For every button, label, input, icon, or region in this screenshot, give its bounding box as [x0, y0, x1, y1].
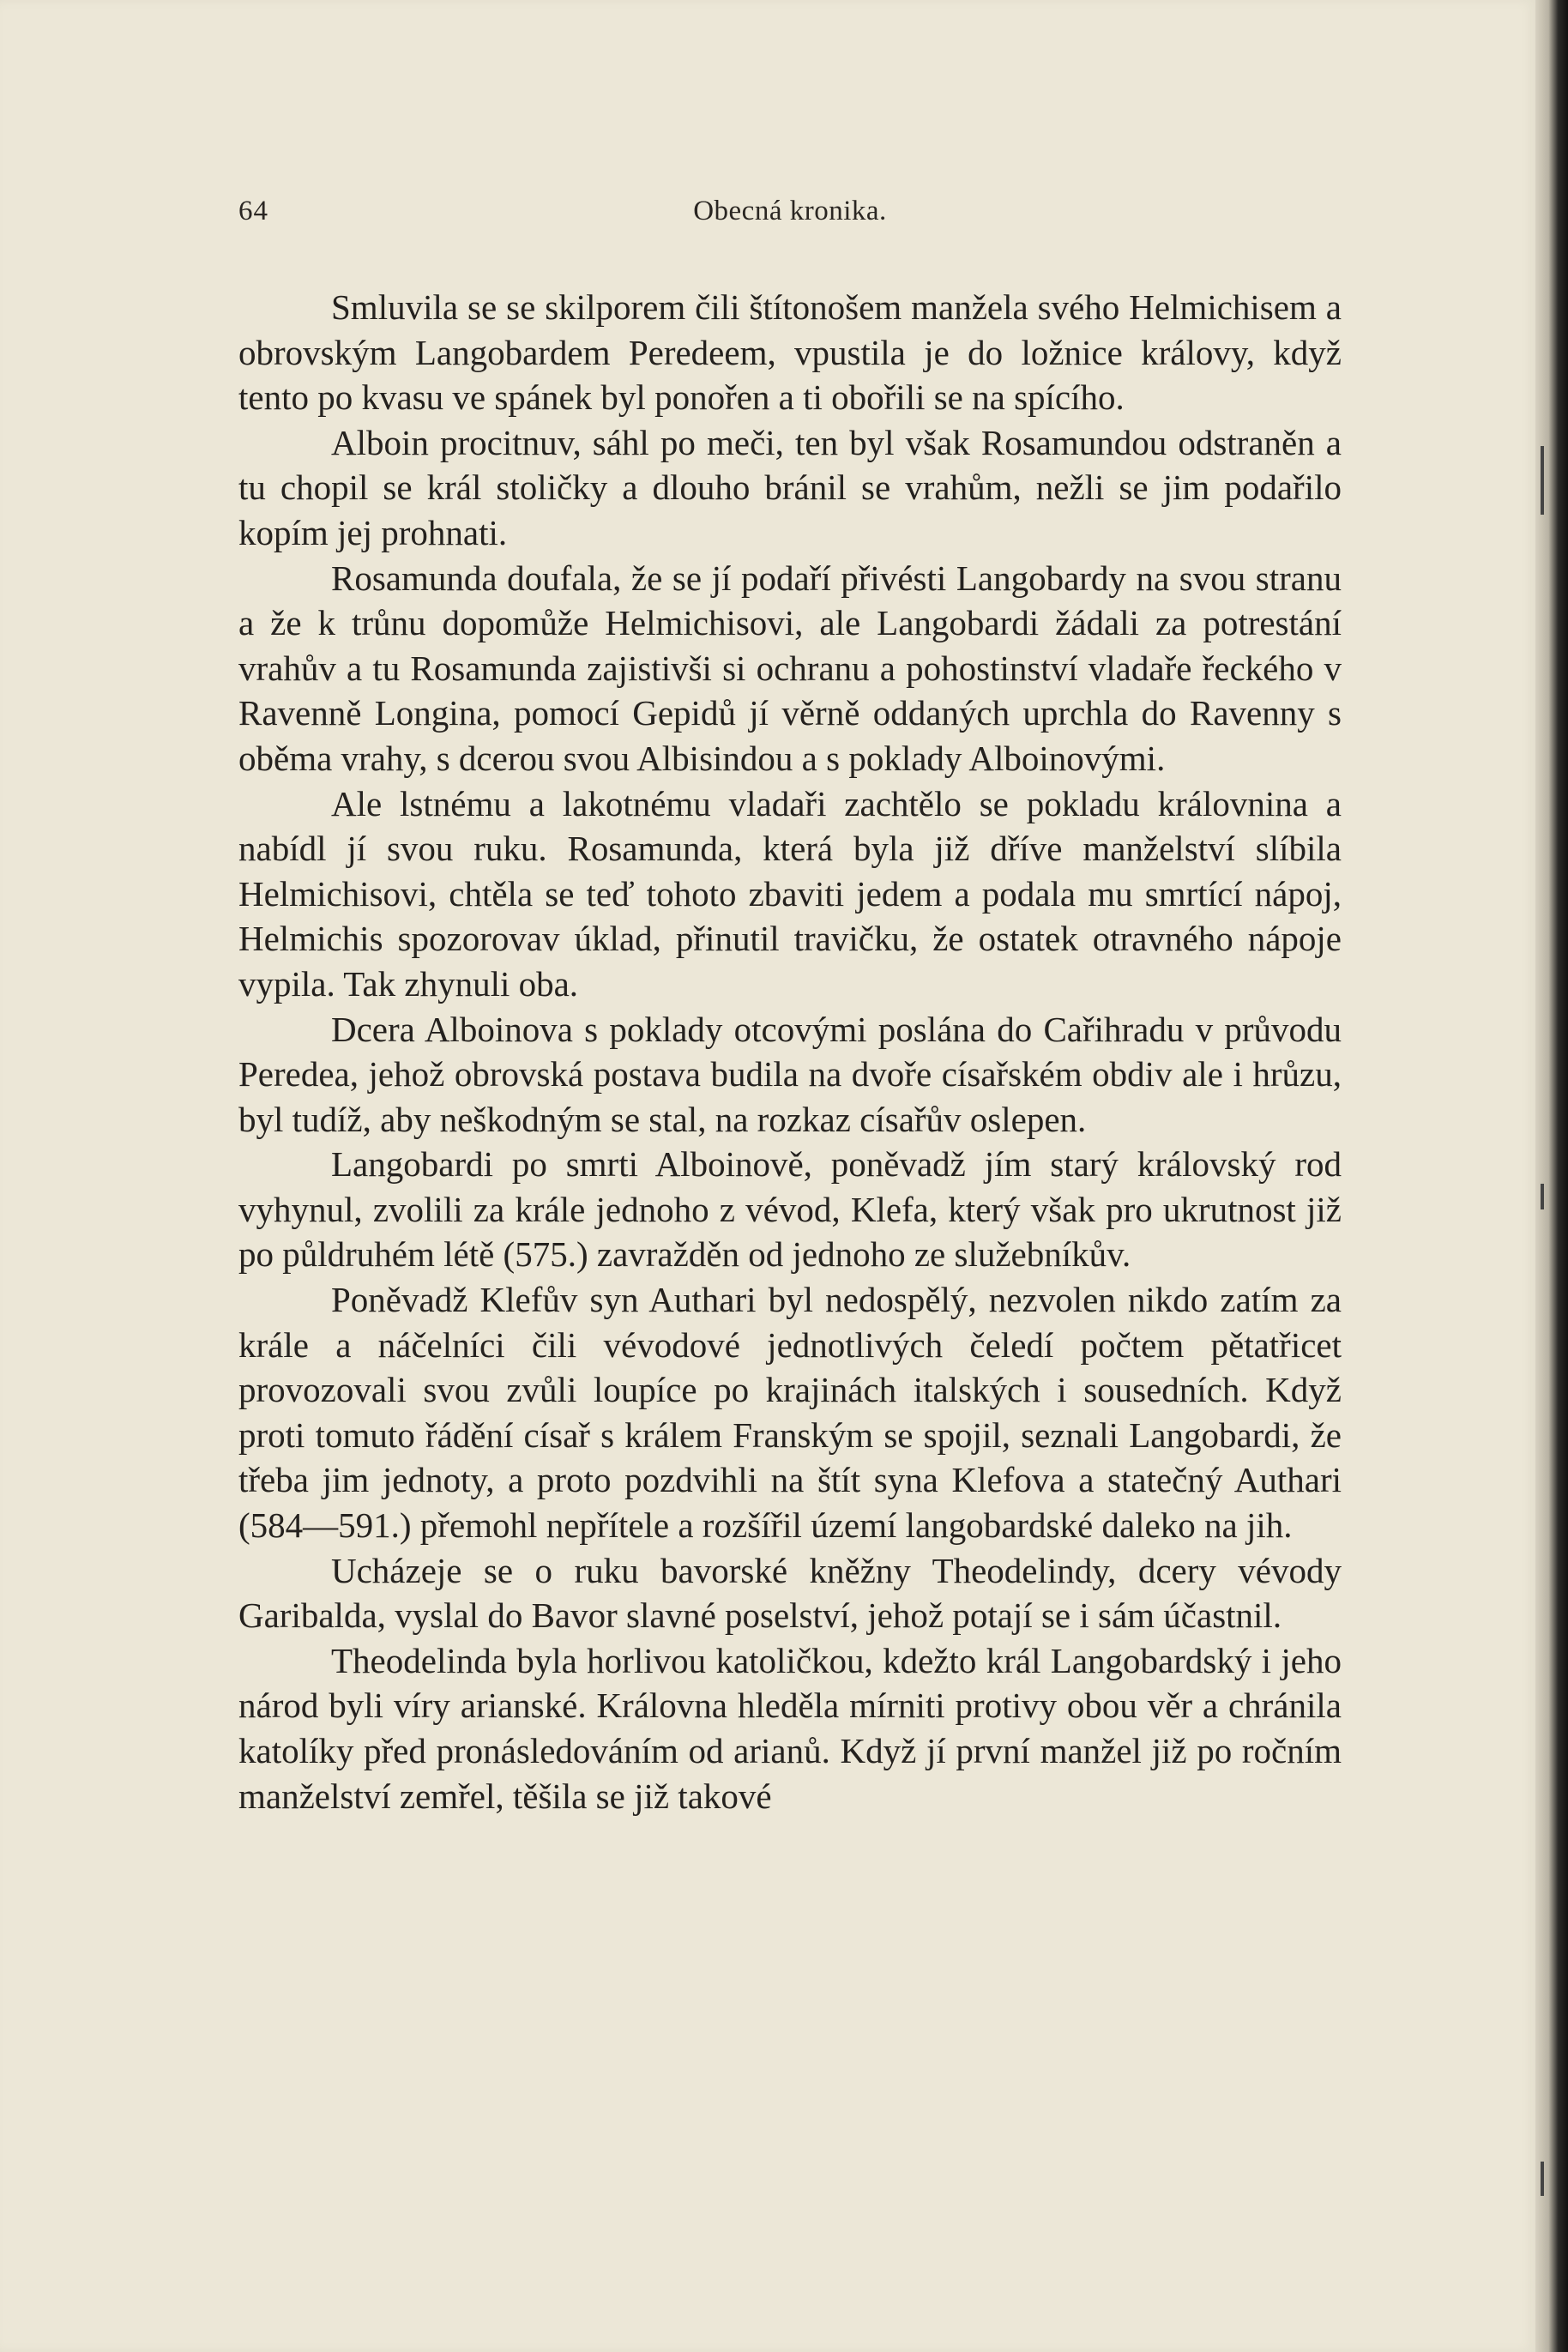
- paragraph-7: Poněvadž Klefův syn Authari byl nedospělý, nezvolen nikdo zatím za krále a náčelníci čili vévodové jednotlivých čeledí počtem pětatřicet provozovali svou zvůli loupíce po krajinách italských i sousedních. Když proti tomuto řádění císař s králem Franským se spojil, seznali Langobardi, že třeba jim jednoty, a proto pozdvihli na štít syna Klefova a statečný Authari (584—591.) přemohl nepřítele a rozšířil území langobardské daleko na jih.: [238, 1280, 1342, 1546]
- paragraph-1: Smluvila se se skilporem čili štítonošem manžela svého Helmichisem a obrovským Langobardem Peredeem, vpustila je do ložnice královy, když tento po kvasu ve spánek byl ponořen a ti obořili se na spícího.: [238, 287, 1342, 418]
- paragraph-9: Theodelinda byla horlivou katoličkou, kdežto král Langobardský i jeho národ byli víry arianské. Královna hleděla mírniti protivy obou věr a chránila katolíky před pronásledováním od arianů. Když jí první manžel již po ročním manželství zemřel, těšila se již takové: [238, 1640, 1342, 1816]
- paragraph-3: Rosamunda doufala, že se jí podaří přivésti Langobardy na svou stranu a že k trůnu dopomůže Helmichisovi, ale Langobardi žádali za potrestání vrahův a tu Rosamunda zajistivši si ochranu a pohostinství vladaře řeckého v Ravenně Longina, pomocí Gepidů jí věrně oddaných uprchla do Ravenny s oběma vrahy, s dcerou svou Albisindou a s poklady Alboinovými.: [238, 558, 1342, 778]
- spine-mark: [1541, 446, 1544, 515]
- paragraph-2: Alboin procitnuv, sáhl po meči, ten byl však Rosamundou odstraněn a tu chopil se král stoličky a dlouho bránil se vrahům, nežli se jim podařilo kopím jej prohnati.: [238, 422, 1342, 552]
- paragraph-4: Ale lstnému a lakotnému vladaři zachtělo se pokladu královnina a nabídl jí svou ruku. Rosamunda, která byla již dříve manželství slíbila Helmichisovi, chtěla se teď tohoto zbaviti jedem a podala mu smrtící nápoj, Helmichis spozorovav úklad, přinutil travičku, že ostatek otravného nápoje vypila. Tak zhynuli oba.: [238, 783, 1342, 1004]
- page-number: 64: [238, 196, 268, 226]
- paragraph-6: Langobardi po smrti Alboinově, poněvadž jím starý královský rod vyhynul, zvolili za krále jednoho z vévod, Klefa, který však pro ukrutnost již po půldruhém létě (575.) zavražděn od jednoho ze služebníkův.: [238, 1144, 1342, 1275]
- text-body: [238, 285, 1342, 1818]
- page-header: [238, 196, 1342, 233]
- spine-mark: [1541, 1184, 1544, 1209]
- paragraph-8: Ucházeje se o ruku bavorské kněžny Theodelindy, dcery vévody Garibalda, vyslal do Bavor slavné poselství, jehož potají se i sám účastnil.: [238, 1550, 1342, 1636]
- paragraph-5: Dcera Alboinova s poklady otcovými poslána do Cařihradu v průvodu Peredea, jehož obrovská postava budila na dvoře císařském obdiv ale i hrůzu, byl tudíž, aby neškodným se stal, na rozkaz císařův oslepen.: [238, 1009, 1342, 1139]
- spine-mark: [1541, 2162, 1544, 2196]
- running-title: Obecná kronika.: [693, 196, 887, 226]
- book-spine-edge: [1535, 0, 1568, 2352]
